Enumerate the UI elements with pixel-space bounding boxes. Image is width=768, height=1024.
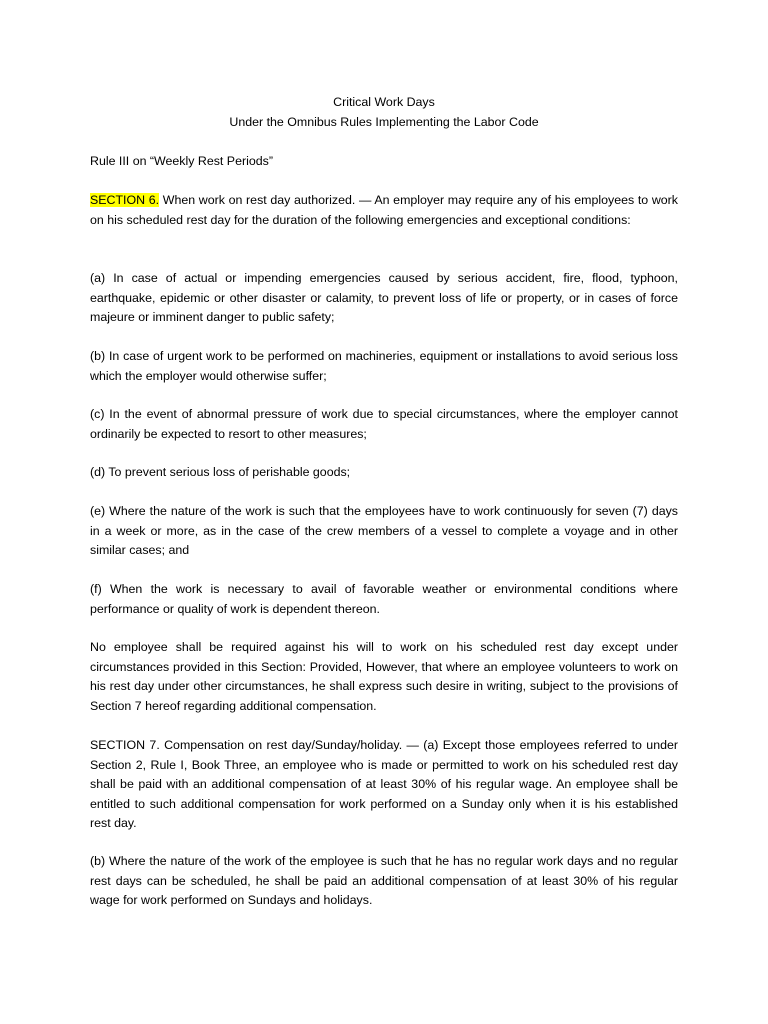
section-6-label: SECTION 6. <box>90 193 160 207</box>
no-employee-paragraph: No employee shall be required against his will to work on his scheduled rest day except under circumstances provided in this Section: Provided, However, that where an employee volunteers to work on his rest day under other circumstances, he shall express such desire in writing, subject to the provisions of Section 7 hereof regarding additional compensation. <box>90 640 678 713</box>
item-b: (b) In case of urgent work to be performed on machineries, equipment or installations to avoid serious loss which the employer would otherwise suffer; <box>90 349 678 383</box>
item-d: (d) To prevent serious loss of perishable goods; <box>90 465 351 479</box>
section-7-item-b: (b) Where the nature of the work of the employee is such that he has no regular work days and no regular rest days can be scheduled, he shall be paid an additional compensation of at least 30% of his regular wage for work performed on Sundays and holidays. <box>90 854 678 907</box>
document-title: Critical Work Days <box>333 95 435 109</box>
rule-heading: Rule III on “Weekly Rest Periods” <box>90 154 273 168</box>
item-f: (f) When the work is necessary to avail of favorable weather or environmental conditions where performance or quality of work is dependent thereon. <box>90 582 678 616</box>
section-6-text: When work on rest day authorized. — An employer may require any of his employees to work on his scheduled rest day for the duration of the following emergencies and exceptional conditions: <box>90 193 678 227</box>
section-7-paragraph: SECTION 7. Compensation on rest day/Sunday/holiday. — (a) Except those employees referred to under Section 2, Rule I, Book Three, an employee who is made or permitted to work on his scheduled rest day shall be paid with an additional compensation of at least 30% of his regular wage. An employee shall be entitled to such additional compensation for work performed on a Sunday only when it is his established rest day. <box>90 738 678 830</box>
item-a: (a) In case of actual or impending emergencies caused by serious accident, fire, flood, typhoon, earthquake, epidemic or other disaster or calamity, to prevent loss of life or property, or in cases of force majeure or imminent danger to public safety; <box>90 271 678 324</box>
section-6-paragraph <box>90 191 678 230</box>
item-e: (e) Where the nature of the work is such that the employees have to work continuously for seven (7) days in a week or more, as in the case of the crew members of a vessel to complete a voyage and in other similar cases; and <box>90 504 678 557</box>
item-c: (c) In the event of abnormal pressure of work due to special circumstances, where the employer cannot ordinarily be expected to resort to other measures; <box>90 407 678 441</box>
document-subtitle: Under the Omnibus Rules Implementing the Labor Code <box>229 115 539 129</box>
